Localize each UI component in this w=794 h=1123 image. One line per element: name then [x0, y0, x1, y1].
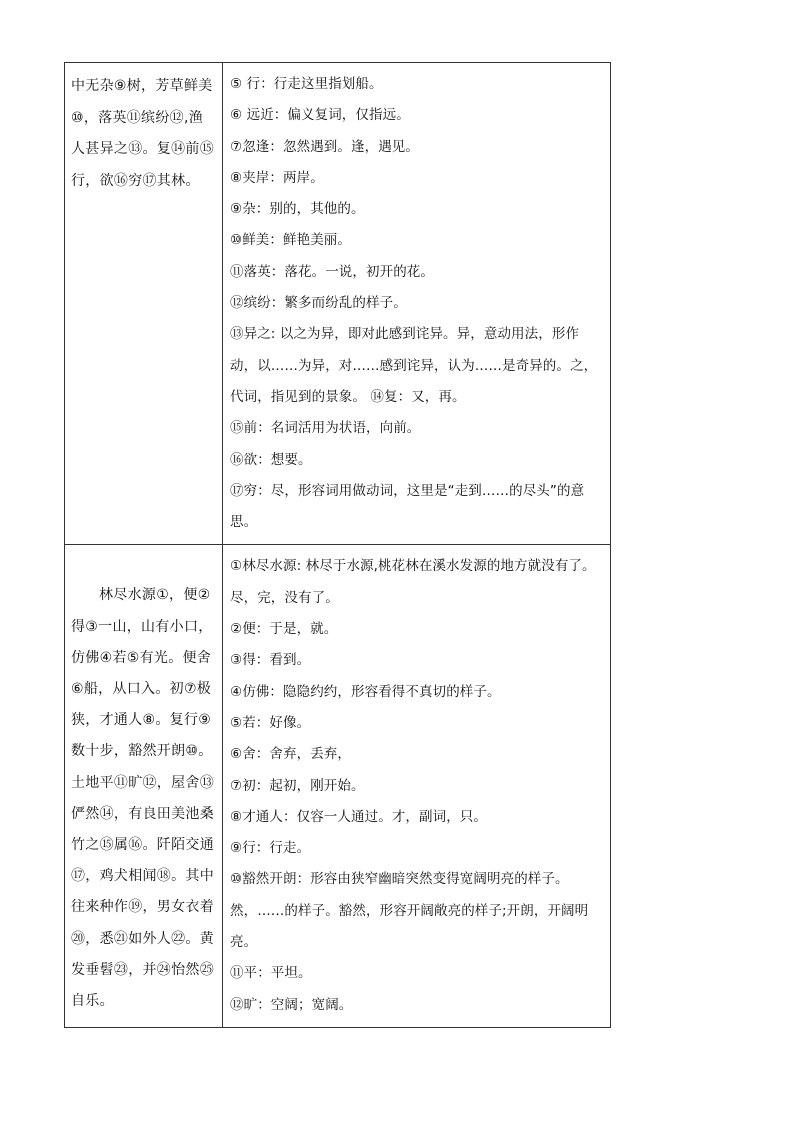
table-row [65, 63, 611, 545]
note-item: ⑬异之: 以之为异，即对此感到诧异。异，意动用法，形作动，以……为异，对……感到诧异，认为……是奇异的。之，代词，指见到的景象。 ⑭复：又，再。 [230, 326, 598, 405]
note-item: ⑯欲：想要。 [230, 451, 312, 468]
source-text-cell [65, 63, 223, 545]
notes-cell [223, 545, 611, 1027]
source-text-cell [65, 545, 223, 1027]
notes-list [223, 63, 610, 544]
note-item: ⑨行：行走。 [230, 840, 311, 857]
note-item: ⑥ 远近：偏义复词，仅指远。 [230, 107, 410, 124]
note-item: ⑦忽逢：忽然遇到。逢，遇见。 [230, 138, 420, 155]
notes-list [223, 545, 610, 1026]
annotation-table [64, 62, 611, 1028]
note-item: ⑤若：好像。 [230, 714, 311, 731]
note-item: ⑫缤纷：繁多而纷乱的样子。 [230, 295, 407, 312]
table-row [65, 545, 611, 1027]
note-item: ⑪落英：落花。一说，初开的花。 [230, 263, 434, 280]
note-item: ⑩豁然开朗：形容由狭窄幽暗突然变得宽阔明亮的样子。然，……的样子。豁然，形容开阔敞亮的样子;开朗，开阔明亮。 [230, 871, 589, 951]
note-item: ③得：看到。 [230, 652, 311, 669]
source-text: 林尽水源①，便②得③一山，山有小口，仿佛④若⑤有光。便舍⑥船，从口入。初⑦极狭，才通人⑧。复行⑨数十步，豁然开朗⑩。土地平⑪旷⑫，屋舍⑬俨然⑭，有良田美池桑竹之⑮属⑯。阡陌交通⑰，鸡犬相闻⑱。其中往来种作⑲，男女衣着⑳，悉㉑如外人㉒。黄发垂髫㉓，并㉔怡然㉕自乐。 [71, 587, 214, 1010]
note-item: ①林尽水源: 林尽于水源,桃花林在溪水发源的地方就没有了。尽，完，没有了。 [230, 558, 596, 606]
source-text: 中无杂⑨树，芳草鲜美⑩，落英⑪缤纷⑫,渔人甚异之⑬。复⑭前⑮行，欲⑯穷⑰其林。 [71, 78, 214, 189]
note-item: ⑦初：起初，刚开始。 [230, 777, 365, 794]
note-item: ⑮前：名词活用为状语，向前。 [230, 420, 421, 437]
note-item: ⑨杂：别的，其他的。 [230, 201, 365, 218]
note-item: ⑤ 行：行走这里指划船。 [230, 76, 383, 92]
note-item: ⑫旷：空阔；宽阔。 [230, 996, 353, 1013]
note-item: ⑧夹岸：两岸。 [230, 169, 324, 186]
note-item: ⑰穷：尽，形容词用做动词，这里是“走到……的尽头”的意思。 [230, 482, 585, 531]
note-item: ⑧才通人：仅容一人通过。才，副词，只。 [230, 808, 488, 825]
note-item: ⑥舍：舍弃，丢弃， [230, 746, 352, 763]
note-item: ②便：于是，就。 [230, 621, 338, 638]
notes-cell [223, 63, 611, 545]
note-item: ⑪平：平坦。 [230, 965, 312, 982]
note-item: ⑩鲜美：鲜艳美丽。 [230, 232, 352, 249]
note-item: ④仿佛：隐隐约约，形容看得不真切的样子。 [230, 683, 501, 700]
